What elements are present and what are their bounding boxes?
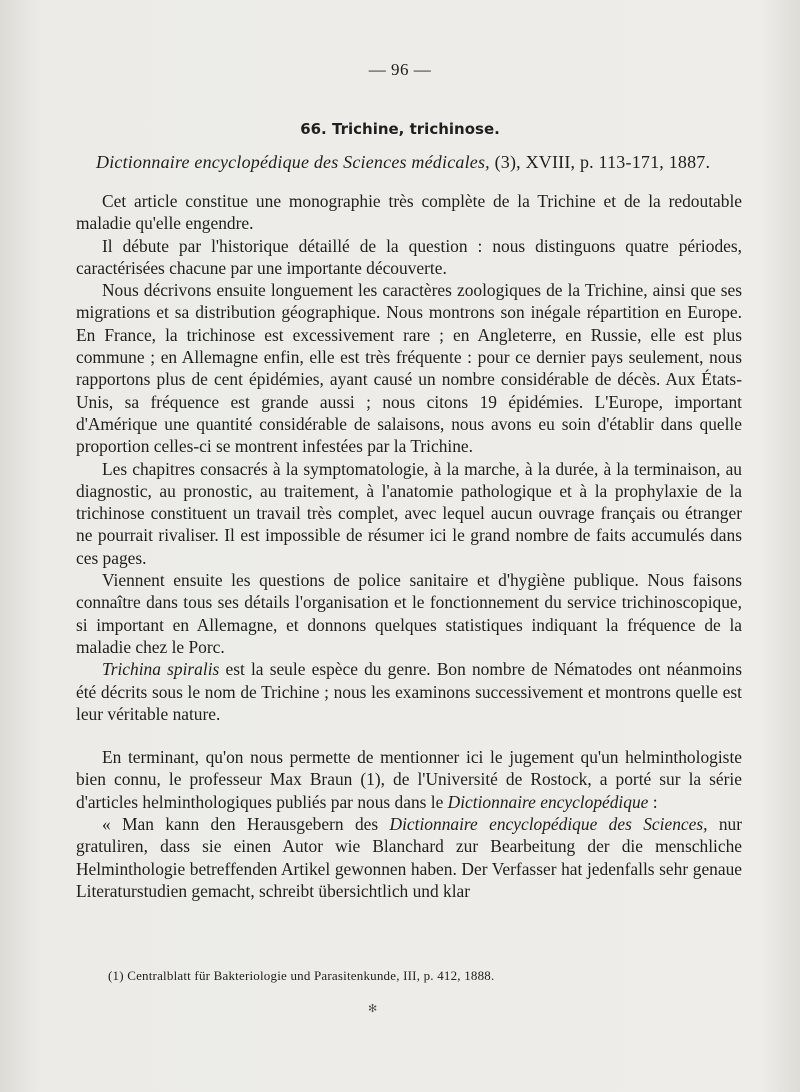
paragraph-braun xyxy=(76,746,742,813)
citation xyxy=(96,152,766,173)
quotation xyxy=(76,813,742,902)
section-title xyxy=(0,120,800,138)
citation-journal: Dictionnaire encyclopédique des Sciences médicales, xyxy=(96,152,490,172)
paragraph: Cet article constitue une monographie très complète de la Trichine et de la redoutable maladie qu'elle engendre. xyxy=(76,191,742,234)
paragraph-trichina xyxy=(76,658,742,725)
section-number: 66. xyxy=(300,120,327,138)
ornament-mark: ✻ xyxy=(368,1003,378,1015)
quote-text: nur gratuliren, dass sie einen Autor wie Blanchard zur Bearbeitung der die menschliche Helminthologie betreffenden Artikel gewonnen haben. Der Verfasser hat jedenfalls sehr genaue Literaturstudien gemacht, schreibt übersichtlich und klar xyxy=(76,814,743,901)
quote-start: « Man kann den Herausgebern des xyxy=(102,814,390,835)
paragraph: Les chapitres consacrés à la symptomatologie, à la marche, à la durée, à la terminaison, au diagnostic, au pronostic, au traitement, à l'anatomie pathologique et à la prophylaxie de la trichinose constituent un travail très complet, avec lequel aucun ouvrage français ou étranger ne pourrait rivaliser. Il est impossible de résumer ici le grand nombre de faits accumulés dans ces pages. xyxy=(76,458,742,568)
citation-details: (3), XVIII, p. 113-171, 1887. xyxy=(494,152,711,172)
work-title: Dictionnaire encyclopédique xyxy=(447,791,649,812)
paragraph: Il débute par l'historique détaillé de la question : nous distinguons quatre périodes, caractérisées chacune par une importante découverte. xyxy=(76,235,742,278)
paragraph-text: En terminant, qu'on nous permette de mentionner ici le jugement qu'un helminthologiste bien connu, le professeur Max Braun (1), de l'Université de Rostock, a porté sur la série d'articles helminthologiques publiés par nous dans le xyxy=(76,747,742,812)
page-number: — 96 — xyxy=(368,60,432,79)
quote-work-title: Dictionnaire encyclopédique des Sciences, xyxy=(389,814,708,835)
paragraph-text: est la seule espèce du genre. Bon nombre de Nématodes ont néanmoins été décrits sous le nom de Trichine ; nous les examinons successivement et montrons quelle est leur véritable nature. xyxy=(76,659,743,724)
species-name: Trichina spiralis xyxy=(102,659,220,680)
section-heading: Trichine, trichinose. xyxy=(332,120,500,138)
body-text xyxy=(76,190,742,902)
footnote: (1) Centralblatt für Bakteriologie und Parasitenkunde, III, p. 412, 1888. xyxy=(108,968,495,983)
paragraph: Viennent ensuite les questions de police sanitaire et d'hygiène publique. Nous faisons connaître dans tous ses détails l'organisation et le fonctionnement du service trichinoscopique, si important en Allemagne, et donnons quelques statistiques indiquant la fréquence de la maladie chez le Porc. xyxy=(76,570,742,657)
paragraph: Nous décrivons ensuite longuement les caractères zoologiques de la Trichine, ainsi que ses migrations et sa distribution géographique. Nous montrons son inégale répartition en Europe. En France, la trichinose est excessivement rare ; en Angleterre, en Russie, elle est plus commune ; en Allemagne enfin, elle est très fréquente : pour ce dernier pays seulement, nous rapportons plus de cent épidémies, ayant causé un nombre considérable de décès. Aux États-Unis, sa fréquence est grande aussi ; nous citons 19 épidémies. L'Europe, important d'Amérique une quantité considérable de salaisons, nous avons eu soin d'établir dans quelle proportion celles-ci se montrent infestées par la Trichine. xyxy=(76,280,742,457)
paragraph-end: : xyxy=(648,791,658,812)
